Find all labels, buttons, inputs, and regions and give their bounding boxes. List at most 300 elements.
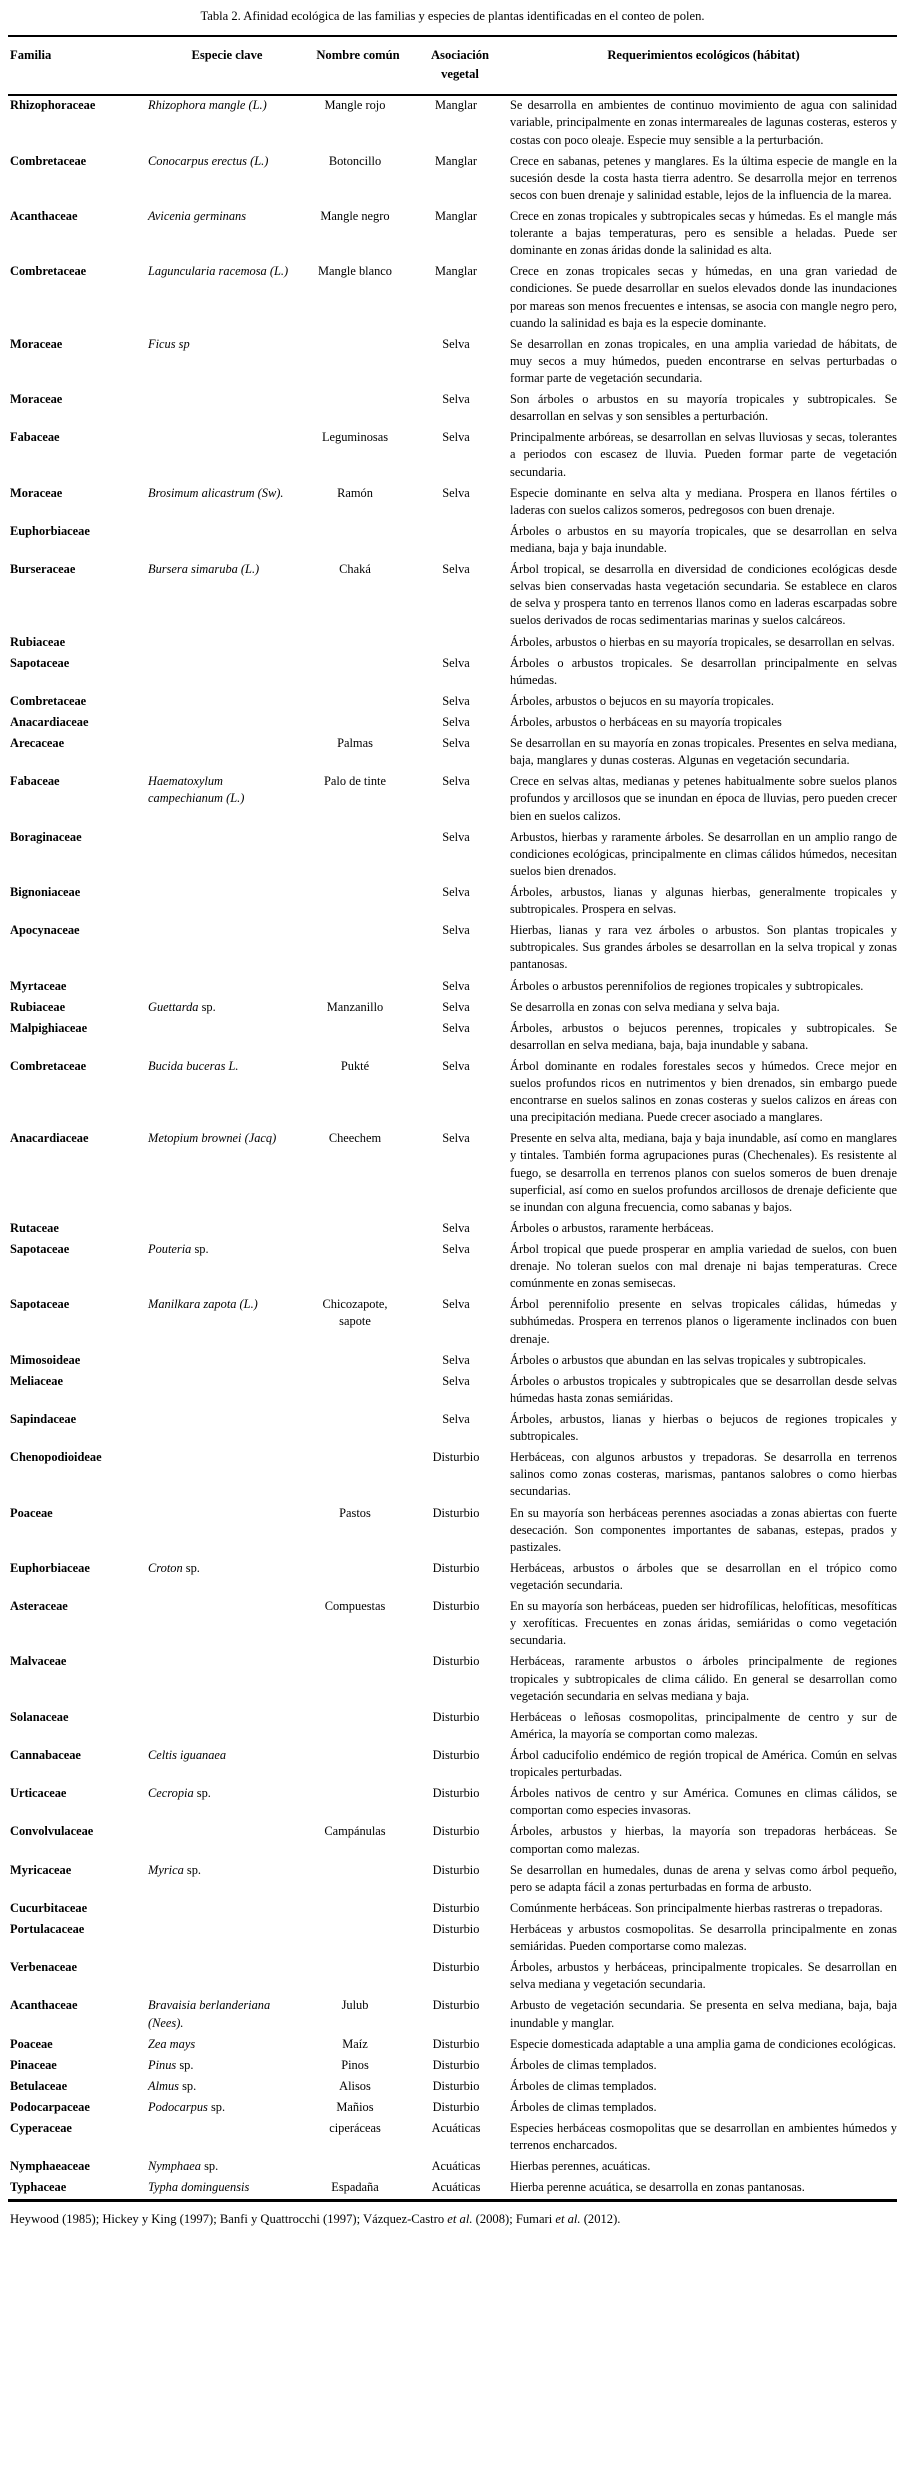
asociacion-vegetal-cell: Manglar bbox=[435, 264, 477, 279]
especie-scientific-name: Conocarpus erectus (L.) bbox=[148, 153, 269, 168]
requerimientos-cell: Árboles de climas templados. bbox=[510, 2099, 657, 2114]
table-row bbox=[8, 976, 897, 997]
table-row bbox=[8, 1218, 897, 1239]
table-row bbox=[8, 2076, 897, 2097]
requerimientos-cell: Árbol tropical, se desarrolla en diversidad de condiciones ecológicas desde selvas bien conservadas hasta vegetación secundaria. Se establece en claros de selva y prospera tanto en terrenos llanos como en laderas escarpadas sobre suelos derivados de rocas sedimentarias marinas y suelos calcáreos. bbox=[510, 562, 897, 628]
nombre-comun-cell bbox=[306, 2157, 410, 2178]
nombre-comun-cell: Palmas bbox=[337, 736, 373, 751]
especie-clave-cell bbox=[148, 1958, 306, 1996]
asociacion-vegetal-cell: Disturbio bbox=[432, 1599, 480, 1614]
requerimientos-cell: Árbol caducifolio endémico de región tropical de América. Común en selvas tropicales perturbadas. bbox=[510, 1747, 897, 1780]
requerimientos-cell: Crece en sabanas, petenes y manglares. Es la última especie de mangle en la sucesión desde la costa hasta tierra adentro. Se desarrolla mejor en terrenos secos con buen drenaje y salinidad estable, lejos de la influencia de la marea. bbox=[510, 153, 897, 202]
requerimientos-cell: Árboles nativos de centro y sur América. Comunes en climas cálidos, se comportan como especies invasoras. bbox=[510, 1786, 897, 1818]
asociacion-vegetal-cell: Disturbio bbox=[432, 1747, 480, 1762]
especie-clave-cell bbox=[148, 428, 306, 483]
especie-clave-cell bbox=[148, 691, 306, 712]
requerimientos-cell: Árbol dominante en rodales forestales secos y húmedos. Crece mejor en suelos profundos ricos en nutrimentos y bien drenados, sin embargo puede encontrarse en suelos salinos en zonas costeras y suelos calizos en áreas con una precipitación mediana. Puede crecer asociado a manglares. bbox=[510, 1058, 897, 1125]
nombre-comun-cell: Pukté bbox=[340, 1058, 370, 1073]
familia-cell: Sapotaceae bbox=[10, 1242, 70, 1257]
familia-cell: Verbenaceae bbox=[10, 1960, 77, 1975]
requerimientos-cell: Arbustos, hierbas y raramente árboles. Se desarrollan en un amplio rango de condiciones ecológicas, principalmente en climas cálidos húmedos, necesitan suelos bien drenados. bbox=[510, 829, 897, 878]
familia-cell: Fabaceae bbox=[10, 774, 60, 789]
table-row bbox=[8, 712, 897, 733]
table-row bbox=[8, 560, 897, 632]
nombre-comun-cell: Cheechem bbox=[328, 1131, 382, 1146]
asociacion-vegetal-cell: Selva bbox=[442, 430, 470, 445]
table-row bbox=[8, 1448, 897, 1503]
nombre-comun-cell: Chaká bbox=[339, 562, 371, 577]
nombre-comun-cell bbox=[306, 1018, 410, 1056]
especie-clave-cell bbox=[148, 1410, 306, 1448]
requerimientos-cell: Árboles o arbustos, raramente herbáceas. bbox=[510, 1220, 714, 1235]
asociacion-vegetal-cell: Selva bbox=[442, 736, 470, 751]
familia-cell: Typhaceae bbox=[10, 2180, 67, 2195]
familia-cell: Malpighiaceae bbox=[10, 1020, 88, 1035]
requerimientos-cell: Árboles, arbustos, lianas y hierbas o bejucos de regiones tropicales y subtropicales. bbox=[510, 1412, 897, 1444]
familia-cell: Pinaceae bbox=[10, 2057, 57, 2072]
table-row bbox=[8, 1860, 897, 1898]
footnote-text: Heywood (1985); Hickey y King (1997); Banfi y Quattrocchi (1997); Vázquez-Castro bbox=[10, 2212, 448, 2226]
asociacion-vegetal-cell: Acuáticas bbox=[431, 2180, 481, 2195]
asociacion-vegetal-cell: Selva bbox=[442, 1373, 470, 1388]
familia-cell: Apocynaceae bbox=[10, 923, 80, 938]
requerimientos-cell: Árboles, arbustos y herbáceas, principalmente tropicales. Se desarrollan en selva mediana y vegetación secundaria. bbox=[510, 1960, 897, 1992]
asociacion-vegetal-cell bbox=[410, 521, 510, 559]
asociacion-vegetal-cell: Disturbio bbox=[432, 1998, 480, 2013]
asociacion-vegetal-cell: Disturbio bbox=[432, 2099, 480, 2114]
nombre-comun-cell bbox=[306, 712, 410, 733]
especie-clave-cell bbox=[148, 772, 306, 827]
asociacion-vegetal-cell: Selva bbox=[442, 562, 470, 577]
requerimientos-cell: Se desarrollan en su mayoría en zonas tropicales. Presentes en selva mediana, baja, manglares y dunas costeras. Algunas en vegetación secundaria. bbox=[510, 736, 897, 768]
especie-clave-cell bbox=[148, 1996, 306, 2034]
table-row bbox=[8, 2119, 897, 2157]
asociacion-vegetal-cell: Selva bbox=[442, 884, 470, 899]
familia-cell: Euphorbiaceae bbox=[10, 523, 90, 538]
asociacion-vegetal-cell: Selva bbox=[442, 774, 470, 789]
asociacion-vegetal-cell: Selva bbox=[442, 1352, 470, 1367]
table-row bbox=[8, 1129, 897, 1219]
especie-roman-suffix: sp. bbox=[182, 1560, 200, 1575]
requerimientos-cell: Especie dominante en selva alta y mediana. Prospera en llanos fértiles o laderas con suelos calizos someros, pedregosos con buen drenaje. bbox=[510, 485, 897, 517]
familia-cell: Sapotaceae bbox=[10, 655, 70, 670]
especie-clave-cell bbox=[148, 560, 306, 632]
table-row bbox=[8, 1597, 897, 1652]
familia-cell: Rubiaceae bbox=[10, 634, 66, 649]
table-row bbox=[8, 1503, 897, 1558]
requerimientos-cell: Principalmente arbóreas, se desarrollan en selvas lluviosas y secas, tolerantes a periodos con escasez de lluvia. Pueden formar parte de vegetación secundaria. bbox=[510, 430, 897, 479]
familia-cell: Cannabaceae bbox=[10, 1747, 81, 1762]
asociacion-vegetal-cell bbox=[410, 632, 510, 653]
requerimientos-cell: Herbáceas y arbustos cosmopolitas. Se desarrolla principalmente en zonas semiáridas. Pueden comportarse como malezas. bbox=[510, 1921, 897, 1954]
requerimientos-cell: En su mayoría son herbáceas perennes asociadas a zonas abiertas con fuerte desecación. Son componentes importantes de sabanas, estepas, prados y pastizales. bbox=[510, 1505, 897, 1554]
header-asociacion-vegetal: Asociación vegetal bbox=[410, 36, 510, 95]
asociacion-vegetal-cell: Disturbio bbox=[432, 2057, 480, 2072]
requerimientos-cell: Se desarrolla en zonas con selva mediana y selva baja. bbox=[510, 999, 780, 1014]
especie-clave-cell bbox=[148, 1898, 306, 1919]
table-row bbox=[8, 1410, 897, 1448]
table-row bbox=[8, 632, 897, 653]
nombre-comun-cell: Leguminosas bbox=[321, 430, 389, 445]
familia-cell: Sapindaceae bbox=[10, 1412, 77, 1427]
familia-cell: Moraceae bbox=[10, 392, 63, 407]
especie-scientific-name: Laguncularia racemosa (L.) bbox=[148, 264, 289, 279]
table-row bbox=[8, 2157, 897, 2178]
nombre-comun-cell bbox=[306, 1898, 410, 1919]
asociacion-vegetal-cell: Manglar bbox=[435, 153, 477, 168]
asociacion-vegetal-cell: Selva bbox=[442, 1131, 470, 1146]
familia-cell: Anacardiaceae bbox=[10, 1131, 89, 1146]
requerimientos-cell: Árboles o arbustos perennifolios de regiones tropicales y subtropicales. bbox=[510, 978, 864, 993]
especie-clave-cell bbox=[148, 390, 306, 428]
table-row bbox=[8, 151, 897, 206]
especie-clave-cell bbox=[148, 1503, 306, 1558]
especie-clave-cell bbox=[148, 1707, 306, 1745]
table-row bbox=[8, 2097, 897, 2118]
header-row bbox=[8, 36, 897, 95]
especie-clave-cell bbox=[148, 632, 306, 653]
nombre-comun-cell bbox=[306, 1707, 410, 1745]
especie-clave-cell bbox=[148, 483, 306, 521]
nombre-comun-cell: Botoncillo bbox=[328, 153, 382, 168]
especie-clave-cell bbox=[148, 1448, 306, 1503]
especie-scientific-name: Bucida buceras L. bbox=[148, 1058, 239, 1073]
nombre-comun-cell bbox=[306, 1860, 410, 1898]
requerimientos-cell: Árboles o arbustos tropicales. Se desarrollan principalmente en selvas húmedas. bbox=[510, 655, 897, 687]
requerimientos-cell: Árbol tropical que puede prosperar en amplia variedad de suelos, con buen drenaje. No toleran suelos con mal drenaje ni bajas temperaturas. Crece comúnmente en zonas semisecas. bbox=[510, 1242, 897, 1291]
table-row bbox=[8, 827, 897, 882]
requerimientos-cell: Árboles, arbustos, lianas y algunas hierbas, generalmente tropicales y subtropicales. Prospera en selvas. bbox=[510, 884, 897, 917]
table-row bbox=[8, 483, 897, 521]
nombre-comun-cell bbox=[306, 1240, 410, 1295]
table-row bbox=[8, 2178, 897, 2201]
requerimientos-cell: Árbol perennifolio presente en selvas tropicales cálidas, húmedas y subhúmedas. Prospera en terrenos planos o ligeramente inclinados con buen drenaje. bbox=[510, 1297, 897, 1346]
requerimientos-cell: Árboles de climas templados. bbox=[510, 2078, 657, 2093]
familia-cell: Combretaceae bbox=[10, 153, 87, 168]
familia-cell: Moraceae bbox=[10, 485, 63, 500]
table-row bbox=[8, 428, 897, 483]
asociacion-vegetal-cell: Disturbio bbox=[432, 2036, 480, 2051]
especie-roman-suffix: sp. bbox=[178, 2078, 197, 2093]
requerimientos-cell: Comúnmente herbáceas. Son principalmente hierbas rastreras o trepadoras. bbox=[510, 1900, 883, 1915]
nombre-comun-cell: Alisos bbox=[339, 2078, 371, 2093]
especie-clave-cell bbox=[148, 1218, 306, 1239]
especie-scientific-name: Croton bbox=[148, 1560, 183, 1575]
familia-cell: Solanaceae bbox=[10, 1709, 69, 1724]
footnote-etal: et al. bbox=[447, 2212, 473, 2226]
asociacion-vegetal-cell: Selva bbox=[442, 923, 470, 938]
especie-clave-cell bbox=[148, 1129, 306, 1219]
asociacion-vegetal-cell: Selva bbox=[442, 1297, 470, 1312]
nombre-comun-cell bbox=[306, 334, 410, 389]
table-row bbox=[8, 1784, 897, 1822]
especie-scientific-name: Bravaisia berlanderiana (Nees). bbox=[148, 1998, 271, 2030]
asociacion-vegetal-cell: Selva bbox=[442, 485, 470, 500]
table-row bbox=[8, 1018, 897, 1056]
asociacion-vegetal-cell: Selva bbox=[442, 978, 470, 993]
nombre-comun-cell: Pinos bbox=[341, 2057, 369, 2072]
nombre-comun-cell: ciperáceas bbox=[329, 2121, 381, 2136]
table-row bbox=[8, 1707, 897, 1745]
table-row bbox=[8, 653, 897, 691]
especie-clave-cell bbox=[148, 997, 306, 1018]
nombre-comun-cell bbox=[306, 1350, 410, 1371]
especie-clave-cell bbox=[148, 827, 306, 882]
table-row bbox=[8, 772, 897, 827]
familia-cell: Rhizophoraceae bbox=[10, 98, 96, 113]
especie-scientific-name: Nymphaea bbox=[148, 2159, 201, 2174]
requerimientos-cell: Crece en zonas tropicales secas y húmedas, en una gran variedad de condiciones. Se puede desarrollar en suelos elevados donde las inundaciones por mareas son menos frecuentes e intensas, se asocia con mangle negro pero, cuando la salinidad es baja es la especie dominante. bbox=[510, 264, 897, 330]
especie-roman-suffix: sp. bbox=[198, 999, 216, 1014]
header-familia: Familia bbox=[8, 36, 148, 95]
asociacion-vegetal-cell: Selva bbox=[442, 1412, 470, 1427]
table-row bbox=[8, 521, 897, 559]
especie-clave-cell bbox=[148, 1240, 306, 1295]
table-header bbox=[8, 36, 897, 95]
especie-scientific-name: Avicenia germinans bbox=[148, 209, 247, 224]
nombre-comun-cell: Palo de tinte bbox=[324, 774, 386, 789]
especie-clave-cell bbox=[148, 976, 306, 997]
asociacion-vegetal-cell: Selva bbox=[442, 999, 470, 1014]
especie-scientific-name: Cecropia bbox=[148, 1786, 194, 1801]
especie-roman-suffix: sp. bbox=[191, 1242, 209, 1257]
table-row bbox=[8, 1056, 897, 1128]
asociacion-vegetal-cell: Disturbio bbox=[432, 2078, 480, 2093]
asociacion-vegetal-cell: Selva bbox=[442, 1058, 470, 1073]
especie-clave-cell bbox=[148, 2076, 306, 2097]
table-row bbox=[8, 1822, 897, 1860]
especie-clave-cell bbox=[148, 2157, 306, 2178]
nombre-comun-cell: Ramón bbox=[337, 485, 373, 500]
nombre-comun-cell: Compuestas bbox=[324, 1599, 386, 1614]
especie-scientific-name: Manilkara zapota (L.) bbox=[148, 1297, 258, 1312]
nombre-comun-cell: Campánulas bbox=[324, 1824, 386, 1839]
nombre-comun-cell bbox=[306, 1958, 410, 1996]
table-row bbox=[8, 334, 897, 389]
table-row bbox=[8, 1919, 897, 1957]
especie-clave-cell bbox=[148, 262, 306, 334]
especie-clave-cell bbox=[148, 2119, 306, 2157]
header-nombre-comun: Nombre común bbox=[306, 36, 410, 95]
especie-clave-cell bbox=[148, 1597, 306, 1652]
familia-cell: Nymphaeaceae bbox=[10, 2159, 90, 2174]
especie-clave-cell bbox=[148, 95, 306, 151]
table-footnote-references bbox=[8, 2202, 897, 2227]
especie-scientific-name: Typha dominguensis bbox=[148, 2180, 250, 2195]
requerimientos-cell: Hierbas, lianas y rara vez árboles o arbustos. Son plantas tropicales y subtropicales. Sus grandes árboles se desarrollan en la selva tropical y zonas pantanosas. bbox=[510, 923, 897, 972]
asociacion-vegetal-cell: Acuáticas bbox=[431, 2121, 481, 2136]
especie-clave-cell bbox=[148, 521, 306, 559]
especie-scientific-name: Almus bbox=[148, 2078, 179, 2093]
table-row bbox=[8, 1745, 897, 1783]
familia-cell: Myricaceae bbox=[10, 1862, 72, 1877]
nombre-comun-cell bbox=[306, 632, 410, 653]
especie-clave-cell bbox=[148, 207, 306, 262]
especie-clave-cell bbox=[148, 921, 306, 976]
requerimientos-cell: Árboles, arbustos o herbáceas en su mayoría tropicales bbox=[510, 714, 782, 729]
requerimientos-cell: Especies herbáceas cosmopolitas que se desarrollan en ambientes húmedos y terrenos encharcados. bbox=[510, 2121, 897, 2153]
requerimientos-cell: Presente en selva alta, mediana, baja y baja inundable, así como en manglares y tintales. También forma agrupaciones puras (Chechenales). Es resistente al fuego, se desarrolla en terrenos planos con suelos someros de buen drenaje superficial, así como en suelos profundos arcillosos de drenaje deficiente que se inundan con alguna frecuencia, como sabanas y bajos. bbox=[510, 1131, 897, 1214]
asociacion-vegetal-cell: Acuáticas bbox=[431, 2159, 481, 2174]
table-body bbox=[8, 95, 897, 2201]
familia-cell: Acanthaceae bbox=[10, 1998, 78, 2013]
nombre-comun-cell: Chicozapote, sapote bbox=[322, 1297, 388, 1329]
familia-cell: Cucurbitaceae bbox=[10, 1900, 88, 1915]
nombre-comun-cell: Mangle negro bbox=[320, 209, 390, 224]
nombre-comun-cell: Maíz bbox=[342, 2036, 368, 2051]
nombre-comun-cell bbox=[306, 1745, 410, 1783]
table-row bbox=[8, 691, 897, 712]
requerimientos-cell: Herbáceas, raramente arbustos o árboles principalmente de regiones tropicales y subtropicales de clima cálido. En general se desarrollan como vegetación secundaria en selvas mediana y baja. bbox=[510, 1654, 897, 1703]
requerimientos-cell: Crece en zonas tropicales y subtropicales secas y húmedas. Es el mangle más tolerante a bajas temperaturas, pero es sensible a heladas. Puede ser dominante en zonas áridas donde la salinidad es alta. bbox=[510, 209, 897, 258]
asociacion-vegetal-cell: Selva bbox=[442, 714, 470, 729]
especie-roman-suffix: sp. bbox=[193, 1786, 211, 1801]
nombre-comun-cell bbox=[306, 390, 410, 428]
requerimientos-cell: Árboles, arbustos y hierbas, la mayoría son trepadoras herbáceas. Se comportan como malezas. bbox=[510, 1824, 897, 1856]
requerimientos-cell: Se desarrolla en ambientes de continuo movimiento de agua con salinidad variable, principalmente en zonas intermareales de lagunas costeras, esteros y costas con poco oleaje. Especie muy sensible a la perturbación. bbox=[510, 98, 897, 147]
ecological-affinity-table bbox=[8, 35, 897, 2202]
asociacion-vegetal-cell: Selva bbox=[442, 1020, 470, 1035]
requerimientos-cell: Hierba perenne acuática, se desarrolla en zonas pantanosas. bbox=[510, 2180, 805, 2195]
nombre-comun-cell: Julub bbox=[341, 1998, 369, 2013]
familia-cell: Rubiaceae bbox=[10, 999, 66, 1014]
familia-cell: Burseraceae bbox=[10, 562, 76, 577]
familia-cell: Poaceae bbox=[10, 1505, 53, 1520]
familia-cell: Sapotaceae bbox=[10, 1297, 70, 1312]
familia-cell: Combretaceae bbox=[10, 693, 87, 708]
especie-clave-cell bbox=[148, 1745, 306, 1783]
requerimientos-cell: Son árboles o arbustos en su mayoría tropicales y subtropicales. Se desarrollan en selvas y son sensibles a perturbación. bbox=[510, 392, 897, 424]
familia-cell: Arecaceae bbox=[10, 736, 65, 751]
requerimientos-cell: Árboles, arbustos o bejucos perennes, tropicales y subtropicales. Se desarrollan en selva mediana, baja, baja inundable y sabana. bbox=[510, 1020, 897, 1052]
nombre-comun-cell: Espadaña bbox=[331, 2180, 379, 2195]
asociacion-vegetal-cell: Manglar bbox=[435, 98, 477, 113]
familia-cell: Meliaceae bbox=[10, 1373, 63, 1388]
asociacion-vegetal-cell: Disturbio bbox=[432, 1709, 480, 1724]
table-row bbox=[8, 1652, 897, 1707]
especie-scientific-name: Bursera simaruba (L.) bbox=[148, 562, 260, 577]
table-row bbox=[8, 1240, 897, 1295]
asociacion-vegetal-cell: Selva bbox=[442, 829, 470, 844]
table-row bbox=[8, 95, 897, 151]
especie-scientific-name: Guettarda bbox=[148, 999, 199, 1014]
table-row bbox=[8, 262, 897, 334]
nombre-comun-cell bbox=[306, 653, 410, 691]
table-row bbox=[8, 921, 897, 976]
asociacion-vegetal-cell: Selva bbox=[442, 392, 470, 407]
asociacion-vegetal-cell: Selva bbox=[442, 336, 470, 351]
especie-clave-cell bbox=[148, 1822, 306, 1860]
especie-clave-cell bbox=[148, 1919, 306, 1957]
table-row bbox=[8, 1898, 897, 1919]
table-row bbox=[8, 1295, 897, 1350]
familia-cell: Boraginaceae bbox=[10, 829, 82, 844]
requerimientos-cell: Se desarrollan en zonas tropicales, en una amplia variedad de hábitats, de muy secos a muy húmedos, pueden encontrarse en selvas perturbadas o formar parte de vegetación secundaria. bbox=[510, 336, 897, 385]
asociacion-vegetal-cell: Disturbio bbox=[432, 1505, 480, 1520]
especie-clave-cell bbox=[148, 882, 306, 920]
requerimientos-cell: Herbáceas, arbustos o árboles que se desarrollan en el trópico como vegetación secundaria. bbox=[510, 1560, 897, 1592]
familia-cell: Fabaceae bbox=[10, 430, 60, 445]
asociacion-vegetal-cell: Disturbio bbox=[432, 1921, 480, 1936]
familia-cell: Anacardiaceae bbox=[10, 714, 89, 729]
especie-roman-suffix: sp. bbox=[176, 2057, 194, 2072]
requerimientos-cell: Especie domesticada adaptable a una amplia gama de condiciones ecológicas. bbox=[510, 2036, 897, 2051]
requerimientos-cell: Herbáceas o leñosas cosmopolitas, principalmente de centro y sur de América, la mayoría se comportan como malezas. bbox=[510, 1709, 897, 1741]
nombre-comun-cell bbox=[306, 521, 410, 559]
requerimientos-cell: Herbáceas, con algunos arbustos y trepadoras. Se desarrolla en terrenos salinos como zonas costeras, marismas, pantanos salobres o como hierbas secundarias. bbox=[510, 1450, 897, 1499]
especie-clave-cell bbox=[148, 734, 306, 772]
footnote-etal: et al. bbox=[555, 2212, 581, 2226]
requerimientos-cell: Crece en selvas altas, medianas y petenes habitualmente sobre suelos planos profundos y arcillosos que se inundan en época de lluvias, pero pueden crecer bien en suelos calizos. bbox=[510, 774, 897, 823]
especie-clave-cell bbox=[148, 1860, 306, 1898]
especie-scientific-name: Pinus bbox=[148, 2057, 177, 2072]
header-requerimientos: Requerimientos ecológicos (hábitat) bbox=[510, 36, 897, 95]
nombre-comun-cell bbox=[306, 691, 410, 712]
asociacion-vegetal-cell: Disturbio bbox=[432, 1654, 480, 1669]
especie-clave-cell bbox=[148, 1018, 306, 1056]
familia-cell: Convolvulaceae bbox=[10, 1824, 94, 1839]
table-row bbox=[8, 1371, 897, 1409]
familia-cell: Urticaceae bbox=[10, 1786, 67, 1801]
especie-clave-cell bbox=[148, 1350, 306, 1371]
nombre-comun-cell bbox=[306, 827, 410, 882]
especie-scientific-name: Podocarpus bbox=[148, 2099, 208, 2114]
requerimientos-cell: Arbusto de vegetación secundaria. Se presenta en selva mediana, baja, baja inundable y manglar. bbox=[510, 1998, 897, 2030]
especie-clave-cell bbox=[148, 1784, 306, 1822]
nombre-comun-cell bbox=[306, 1919, 410, 1957]
familia-cell: Euphorbiaceae bbox=[10, 1560, 90, 1575]
table-row bbox=[8, 734, 897, 772]
asociacion-vegetal-cell: Selva bbox=[442, 1242, 470, 1257]
especie-scientific-name: Celtis iguanaea bbox=[148, 1747, 227, 1762]
familia-cell: Podocarpaceae bbox=[10, 2099, 90, 2114]
asociacion-vegetal-cell: Selva bbox=[442, 655, 470, 670]
table-row bbox=[8, 1558, 897, 1596]
asociacion-vegetal-cell: Disturbio bbox=[432, 1960, 480, 1975]
especie-scientific-name: Myrica bbox=[148, 1862, 184, 1877]
nombre-comun-cell: Mañios bbox=[336, 2099, 374, 2114]
table-row bbox=[8, 1996, 897, 2034]
requerimientos-cell: Árboles o arbustos que abundan en las selvas tropicales y subtropicales. bbox=[510, 1352, 867, 1367]
nombre-comun-cell bbox=[306, 1652, 410, 1707]
familia-cell: Malvaceae bbox=[10, 1654, 67, 1669]
footnote-text: (2008); Fumari bbox=[472, 2212, 556, 2226]
familia-cell: Combretaceae bbox=[10, 264, 87, 279]
especie-clave-cell bbox=[148, 2178, 306, 2201]
asociacion-vegetal-cell: Selva bbox=[442, 693, 470, 708]
familia-cell: Combretaceae bbox=[10, 1058, 87, 1073]
nombre-comun-cell bbox=[306, 1558, 410, 1596]
nombre-comun-cell bbox=[306, 921, 410, 976]
table-row bbox=[8, 997, 897, 1018]
requerimientos-cell: Hierbas perennes, acuáticas. bbox=[510, 2159, 651, 2174]
familia-cell: Moraceae bbox=[10, 336, 63, 351]
table-row bbox=[8, 1350, 897, 1371]
familia-cell: Acanthaceae bbox=[10, 209, 78, 224]
asociacion-vegetal-cell: Selva bbox=[442, 1220, 470, 1235]
familia-cell: Portulacaceae bbox=[10, 1921, 85, 1936]
table-row bbox=[8, 390, 897, 428]
familia-cell: Bignoniaceae bbox=[10, 884, 81, 899]
table-row bbox=[8, 207, 897, 262]
asociacion-vegetal-cell: Disturbio bbox=[432, 1824, 480, 1839]
especie-clave-cell bbox=[148, 1371, 306, 1409]
especie-clave-cell bbox=[148, 653, 306, 691]
especie-clave-cell bbox=[148, 2097, 306, 2118]
nombre-comun-cell: Manzanillo bbox=[326, 999, 384, 1014]
footnote-text: (2012). bbox=[580, 2212, 621, 2226]
especie-clave-cell bbox=[148, 1295, 306, 1350]
